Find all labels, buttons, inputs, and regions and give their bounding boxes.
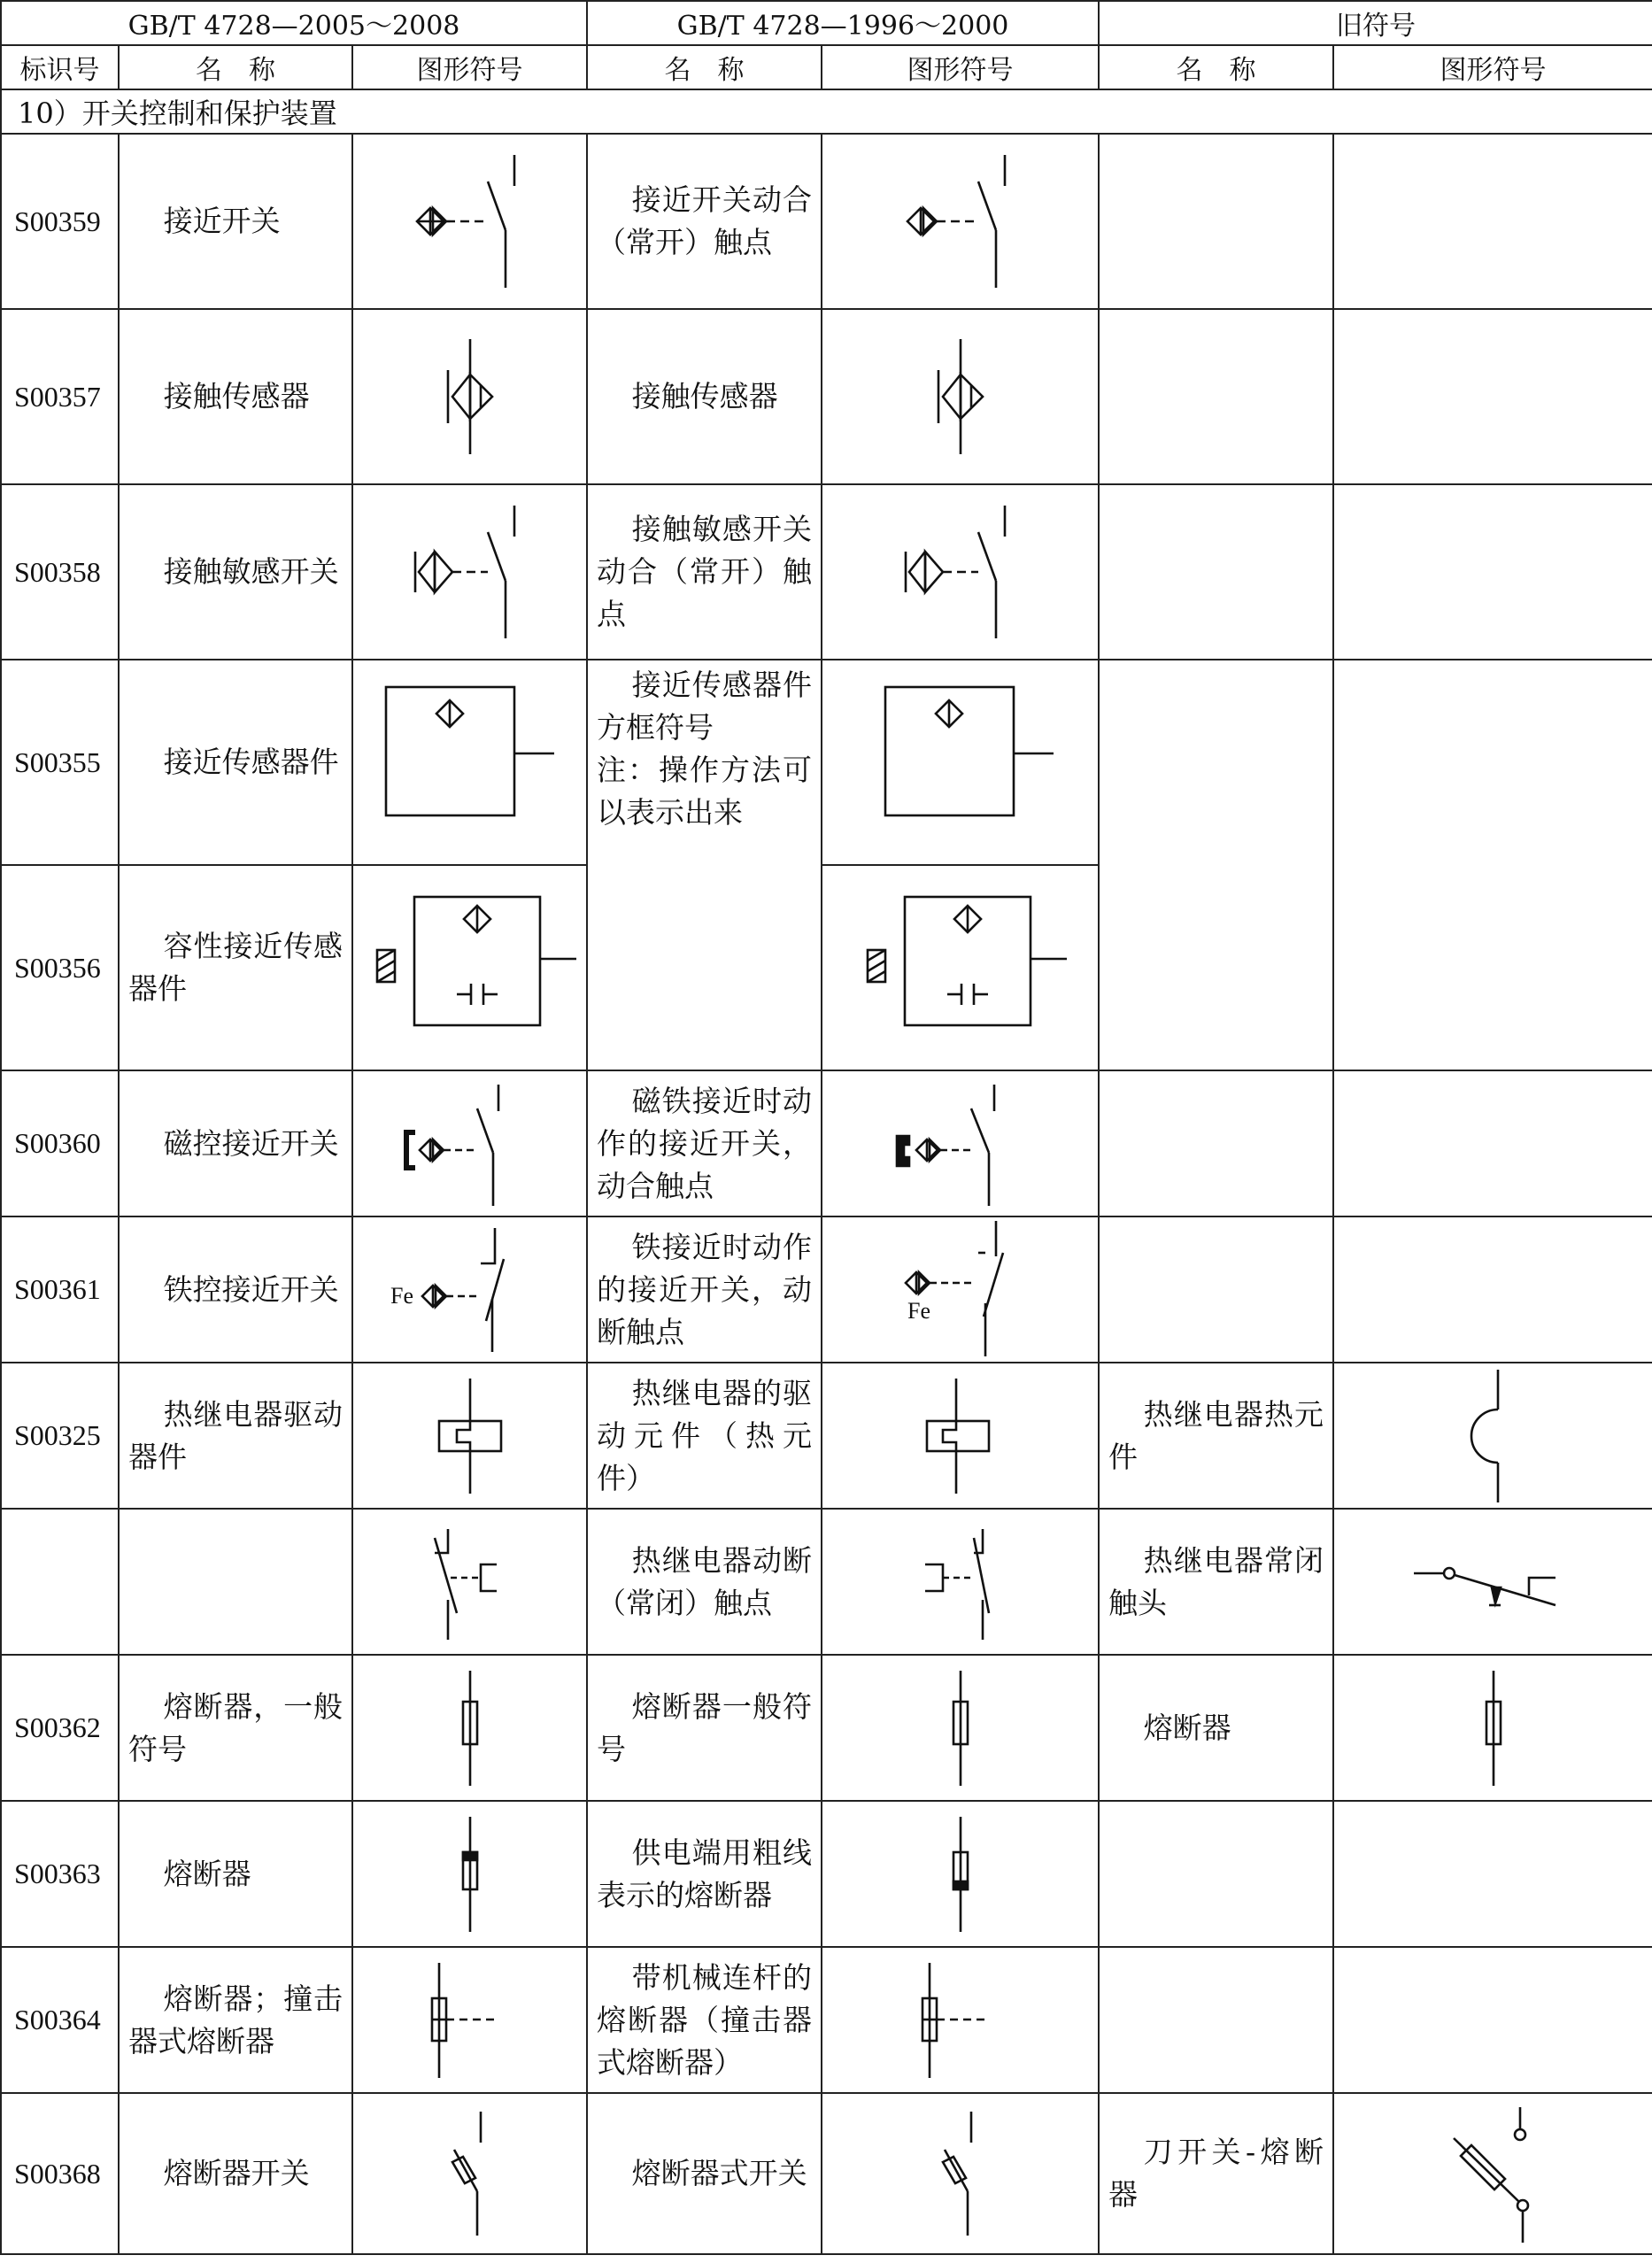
section-title: 10）开关控制和保护装置: [1, 89, 1652, 134]
table-row: [1, 484, 1652, 660]
table-row: [1, 2093, 1652, 2254]
row-name-1996: 熔断器式开关: [587, 2093, 822, 2254]
old-knife-switch-fuse-icon: [1436, 2103, 1551, 2244]
table-row: [1, 660, 1652, 865]
col-symbol-header: 图形符号: [352, 45, 587, 89]
row-name-new: 熔断器开关: [119, 2093, 352, 2254]
fuse-supply-end-icon: [444, 1812, 497, 1936]
row-name-new: 熔断器: [119, 1801, 352, 1947]
row-id: S00357: [1, 309, 119, 484]
old-thermal-nc-contact-icon: [1405, 1529, 1582, 1635]
row-name-old: 热继电器热元件: [1099, 1363, 1333, 1509]
striker-fuse-icon: [907, 1958, 1014, 2082]
proximity-switch-icon: [382, 146, 559, 297]
proximity-switch-icon: [872, 146, 1049, 297]
row-name-new: 接近开关: [119, 134, 352, 309]
fuse-supply-end-icon: [934, 1812, 987, 1936]
striker-fuse-icon: [417, 1958, 523, 2082]
row-name-new: 接触敏感开关: [119, 484, 352, 660]
row-id: S00355: [1, 660, 119, 865]
row-name-old: [1099, 484, 1333, 660]
iron-proximity-switch-icon: [382, 1224, 559, 1356]
row-name-1996: 带机械连杆的熔断器（撞击器式熔断器）: [587, 1947, 822, 2093]
row-name-old: [1099, 1216, 1333, 1363]
row-id: S00363: [1, 1801, 119, 1947]
row-name-new: 容性接近传感器件: [119, 865, 352, 1070]
fe-label: Fe: [907, 1297, 930, 1324]
row-name-old: [1099, 1801, 1333, 1947]
row-id: S00362: [1, 1655, 119, 1801]
col-name-header: 名 称: [1099, 45, 1333, 89]
touch-sensitive-switch-icon: [382, 497, 559, 647]
touch-sensor-icon: [907, 321, 1014, 472]
col-name-header: 名 称: [587, 45, 822, 89]
col-id-header: 标识号: [1, 45, 119, 89]
row-name-old: [1099, 134, 1333, 309]
thermal-relay-nc-contact-icon: [408, 1516, 532, 1649]
fuse-icon: [934, 1666, 987, 1790]
row-id: S00360: [1, 1070, 119, 1216]
row-id: S00358: [1, 484, 119, 660]
col-name-header: 名 称: [119, 45, 352, 89]
row-name-new: 熔断器，一般符号: [119, 1655, 352, 1801]
table-row: [1, 1655, 1652, 1801]
header-std-2005: GB/T 4728—2005～2008: [1, 1, 587, 45]
table-row: [1, 1070, 1652, 1216]
row-id: S00356: [1, 865, 119, 1070]
table-row: [1, 1801, 1652, 1947]
row-id: S00361: [1, 1216, 119, 1363]
row-name-new: 接触传感器: [119, 309, 352, 484]
table-row: [1, 309, 1652, 484]
magnetic-proximity-switch-icon: [382, 1077, 559, 1210]
old-thermal-element-icon: [1440, 1365, 1547, 1507]
thermal-relay-element-icon: [907, 1370, 1014, 1502]
row-name-new: [119, 1509, 352, 1655]
row-name-1996: 接触传感器: [587, 309, 822, 484]
row-name-old: 刀开关-熔断器: [1099, 2093, 1333, 2254]
fuse-icon: [1467, 1666, 1520, 1790]
row-name-new: 磁控接近开关: [119, 1070, 352, 1216]
fuse-switch-icon: [426, 2107, 514, 2240]
fuse-icon: [444, 1666, 497, 1790]
row-id: [1, 1509, 119, 1655]
row-name-old: [1099, 309, 1333, 484]
row-name-old: 熔断器: [1099, 1655, 1333, 1801]
row-name-old: 热继电器常闭触头: [1099, 1509, 1333, 1655]
row-name-old: [1099, 660, 1333, 1070]
table-row: [1, 1947, 1652, 2093]
col-symbol-header: 图形符号: [1333, 45, 1652, 89]
row-name-1996: 热继电器的驱动元件（热元件）: [587, 1363, 822, 1509]
row-id: S00359: [1, 134, 119, 309]
row-name-new: 熔断器；撞击器式熔断器: [119, 1947, 352, 2093]
row-name-new: 铁控接近开关: [119, 1216, 352, 1363]
row-name-1996: 接近传感器件方框符号 注：操作方法可以表示出来: [587, 660, 822, 1070]
row-name-1996: 铁接近时动作的接近开关，动断触点: [587, 1216, 822, 1363]
touch-sensitive-switch-icon: [872, 497, 1049, 647]
row-name-1996: 接触敏感开关动合（常开）触点: [587, 484, 822, 660]
row-name-new: 热继电器驱动器件: [119, 1363, 352, 1509]
row-name-new: 接近传感器件: [119, 660, 352, 865]
capacitive-proximity-sensor-icon: [359, 879, 581, 1056]
col-symbol-header: 图形符号: [822, 45, 1099, 89]
iron-proximity-switch-icon: [872, 1219, 1049, 1361]
capacitive-proximity-sensor-icon: [850, 879, 1071, 1056]
proximity-sensor-box-icon: [368, 674, 572, 851]
fe-label: Fe: [390, 1282, 413, 1309]
row-name-old: [1099, 1947, 1333, 2093]
fuse-switch-icon: [916, 2107, 1005, 2240]
row-name-old: [1099, 1070, 1333, 1216]
row-name-1996: 热继电器动断（常闭）触点: [587, 1509, 822, 1655]
row-id: S00325: [1, 1363, 119, 1509]
thermal-relay-element-icon: [417, 1370, 523, 1502]
proximity-sensor-box-icon: [859, 674, 1062, 851]
thermal-relay-nc-contact-icon: [899, 1516, 1023, 1649]
magnetic-proximity-switch-icon: [872, 1077, 1049, 1210]
header-std-1996: GB/T 4728—1996～2000: [587, 1, 1099, 45]
table-row: [1, 1363, 1652, 1509]
table-row: [1, 1509, 1652, 1655]
row-name-1996: 熔断器一般符号: [587, 1655, 822, 1801]
row-name-1996: 磁铁接近时动作的接近开关，动合触点: [587, 1070, 822, 1216]
header-old: 旧符号: [1099, 1, 1652, 45]
row-id: S00368: [1, 2093, 119, 2254]
row-id: S00364: [1, 1947, 119, 2093]
row-name-1996: 供电端用粗线表示的熔断器: [587, 1801, 822, 1947]
row-name-1996: 接近开关动合（常开）触点: [587, 134, 822, 309]
table-row: [1, 1216, 1652, 1363]
table-row: [1, 134, 1652, 309]
touch-sensor-icon: [417, 321, 523, 472]
